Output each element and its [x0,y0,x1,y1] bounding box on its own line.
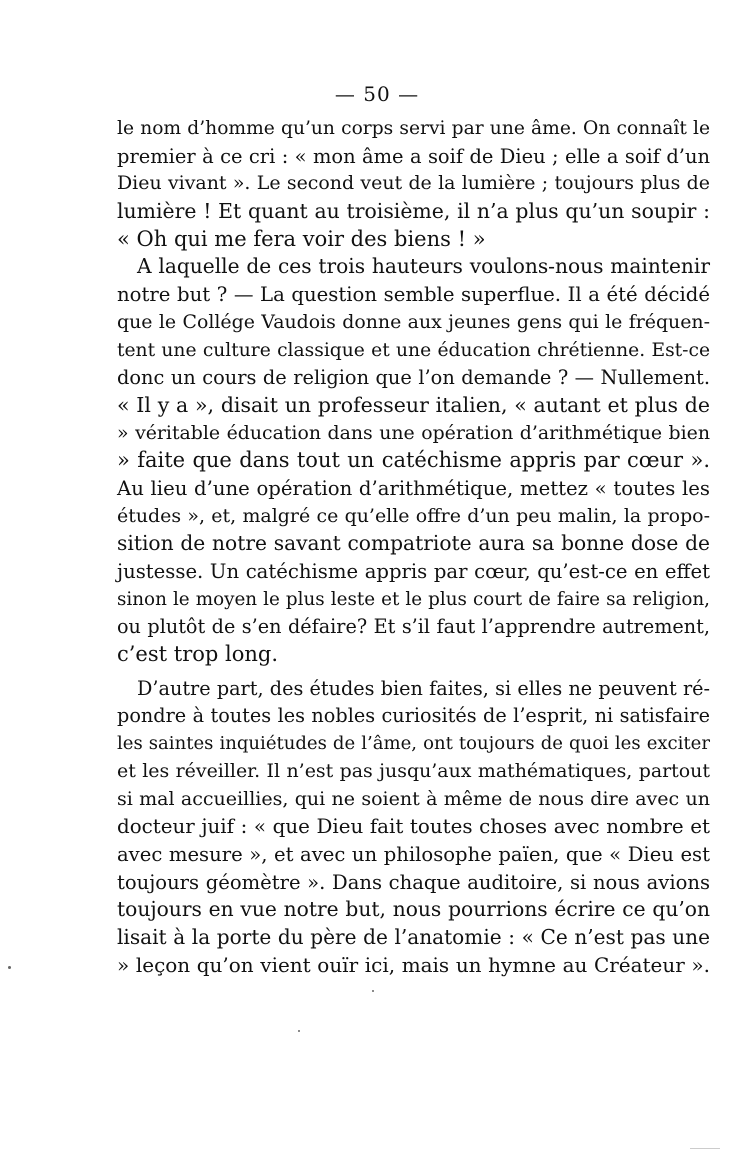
text-line: les saintes inquiétudes de l’âme, ont toujours de quoi les exciter [117,733,710,755]
body-text [117,115,710,979]
text-line: ou plutôt de s’en défaire? Et s’il faut l’apprendre autrement, [117,615,710,639]
page-number: — 50 — [334,82,420,106]
text-line: donc un cours de religion que l’on demande ? — Nullement. [117,366,710,390]
text-line: « Il y a », disait un professeur italien, « autant et plus de [117,392,710,417]
paragraph-3 [117,675,710,980]
text-line: « Oh qui me fera voir des biens ! » [117,226,486,251]
text-line: notre but ? — La question semble superflue. Il a été décidé [117,283,710,307]
text-line: lumière ! Et quant au troisième, il n’a plus qu’un soupir : [117,199,710,224]
text-line: lisait à la porte du père de l’anatomie : « Ce n’est pas une [117,924,710,949]
text-line: toujours en vue notre but, nous pourrions écrire ce qu’on [117,897,710,922]
text-line: docteur juif : « que Dieu fait toutes choses avec nombre et [117,815,710,839]
text-line: tent une culture classique et une éducation chrétienne. Est-ce [117,339,710,361]
text-line: pondre à toutes les nobles curiosités de l’esprit, ni satisfaire [117,704,710,728]
text-line: D’autre part, des études bien faites, si elles ne peuvent ré- [137,676,710,700]
text-line: études », et, malgré ce qu’elle offre d’un peu malin, la propo- [117,504,710,527]
text-line: le nom d’homme qu’un corps servi par une âme. On connaît le [117,118,710,139]
text-line: Au lieu d’une opération d’arithmétique, mettez « toutes les [117,476,710,500]
text-line: premier à ce cri : « mon âme a soif de Dieu ; elle a soif d’un [117,144,710,168]
scan-speck [372,990,374,992]
text-line: et les réveiller. Il n’est pas jusqu’aux mathématiques, partout [117,759,710,782]
text-line: avec mesure », et avec un philosophe païen, que « Dieu est [117,842,710,866]
scan-speck [690,1148,720,1149]
text-line: justesse. Un catéchisme appris par cœur, qu’est-ce en effet [117,560,710,583]
text-line: » faite que dans tout un catéchisme appris par cœur ». [117,448,710,473]
text-line: A laquelle de ces trois hauteurs voulons-nous maintenir [137,254,710,279]
scan-speck [298,1030,300,1032]
scan-speck [8,966,11,969]
text-line: sinon le moyen le plus leste et le plus court de faire sa religion, [117,588,710,610]
text-line: c’est trop long. [117,642,278,667]
paragraph-2 [117,253,710,668]
text-line: toujours géomètre ». Dans chaque auditoire, si nous avions [117,870,710,894]
text-line: » leçon qu’on vient ouïr ici, mais un hymne au Créateur ». [117,952,710,977]
text-line: si mal accueillies, qui ne soient à même de nous dire avec un [117,787,710,810]
paragraph-1 [117,115,710,253]
text-line: Dieu vivant ». Le second veut de la lumière ; toujours plus de [117,172,710,195]
text-line: que le Collége Vaudois donne aux jeunes gens qui le fréquen- [117,310,710,333]
text-line: sition de notre savant compatriote aura sa bonne dose de [117,531,710,556]
text-line: » véritable éducation dans une opération d’arithmétique bien [117,421,710,444]
